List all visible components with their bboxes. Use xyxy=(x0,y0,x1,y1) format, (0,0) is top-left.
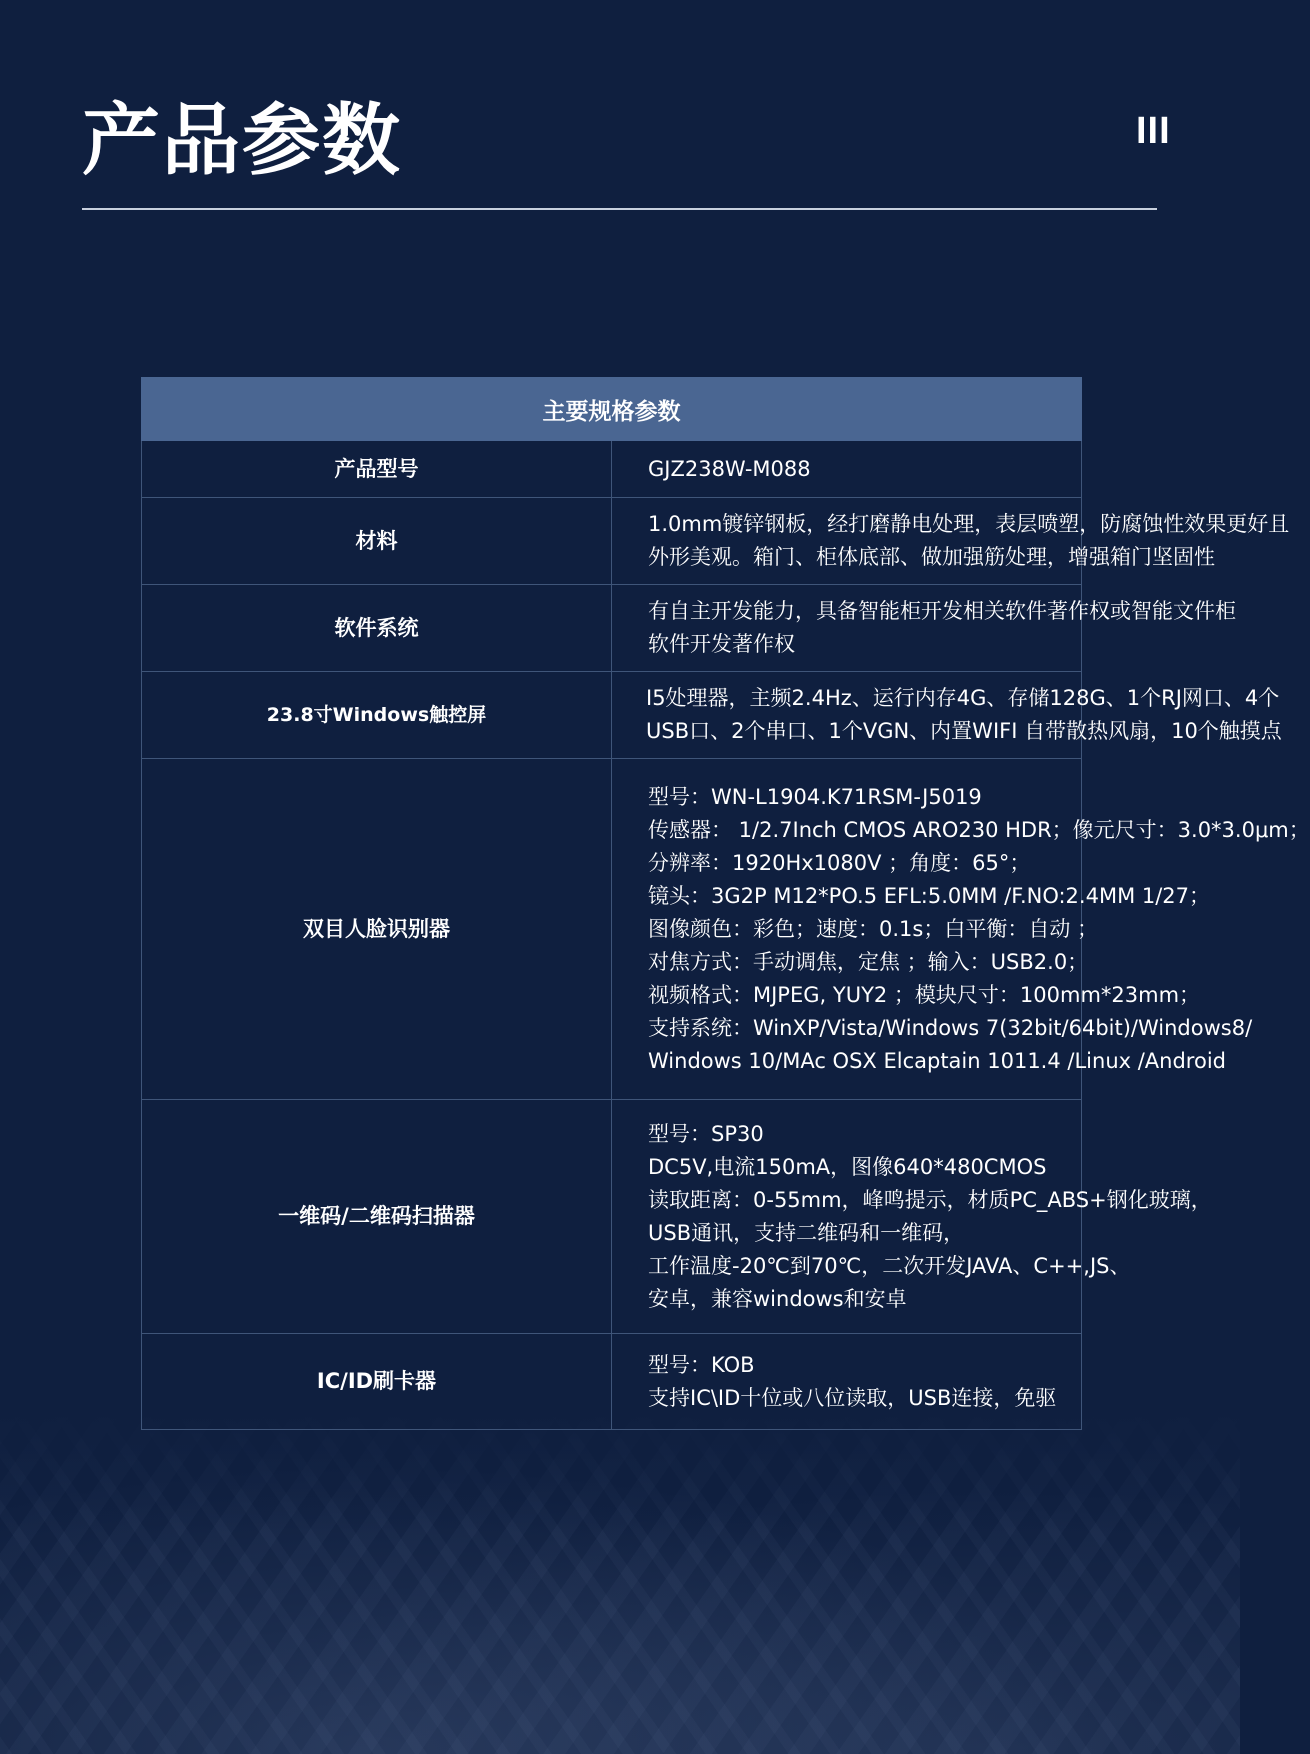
row-value xyxy=(612,585,1236,672)
row-label: 产品型号 xyxy=(142,441,612,498)
table-header: 主要规格参数 xyxy=(142,378,1082,441)
value-line: 支持IC\ID十位或八位读取，USB连接，免驱 xyxy=(648,1385,1057,1410)
value-line: 型号：KOB xyxy=(648,1352,755,1377)
value-line: 软件开发著作权 xyxy=(648,632,795,656)
value-line: 传感器： 1/2.7Inch CMOS ARO230 HDR；像元尺寸：3.0*3.0μm； xyxy=(648,817,1310,842)
value-line: 镜头：3G2P M12*PO.5 EFL:5.0MM /F.NO:2.4MM 1/27； xyxy=(648,883,1211,908)
table-row xyxy=(142,759,1082,1100)
value-line: 工作温度-20℃到70℃，二次开发JAVA、C++,JS、 xyxy=(648,1253,1131,1278)
row-label: 23.8寸Windows触控屏 xyxy=(142,672,612,759)
table-row xyxy=(142,1334,1082,1430)
value-line: 视频格式：MJPEG, YUY2 ；模块尺寸：100mm*23mm； xyxy=(648,982,1201,1007)
row-value xyxy=(612,1100,1212,1334)
row-label: 双目人脸识别器 xyxy=(142,759,612,1100)
value-line: USB通讯，支持二维码和一维码， xyxy=(648,1220,965,1245)
row-value xyxy=(612,759,1310,1100)
value-line: 分辨率：1920Hx1080V ；角度：65°； xyxy=(648,850,1031,875)
spec-table xyxy=(141,377,1310,1430)
value-line: I5处理器，主频2.4Hz、运行内存4G、存储128G、1个RJ网口、4个 xyxy=(646,686,1280,710)
section-numeral: III xyxy=(1136,110,1171,152)
value-line: 对焦方式：手动调焦，定焦 ；输入：USB2.0； xyxy=(648,949,1089,974)
row-label: 材料 xyxy=(142,498,612,585)
row-label: IC/ID刷卡器 xyxy=(142,1334,612,1430)
value-line: 1.0mm镀锌钢板，经打磨静电处理，表层喷塑，防腐蚀性效果更好且 xyxy=(648,512,1290,536)
table-row xyxy=(142,585,1082,672)
value-line: USB口、2个串口、1个VGN、内置WIFI 自带散热风扇，10个触摸点 xyxy=(646,719,1282,743)
title-divider xyxy=(82,208,1157,210)
row-value xyxy=(612,672,1282,759)
table-row xyxy=(142,672,1082,759)
page-title: 产品参数 xyxy=(82,96,403,186)
value-line: 安卓，兼容windows和安卓 xyxy=(648,1286,907,1311)
table-row xyxy=(142,498,1082,585)
table-header-row xyxy=(142,378,1082,441)
row-label: 一维码/二维码扫描器 xyxy=(142,1100,612,1334)
value-line: 支持系统：WinXP/Vista/Windows 7(32bit/64bit)/Windows8/ xyxy=(648,1015,1253,1040)
value-line: 图像颜色：彩色；速度：0.1s；白平衡：自动 ； xyxy=(648,916,1099,941)
row-value xyxy=(612,498,1290,585)
value-line: 外形美观。箱门、柜体底部、做加强筋处理，增强箱门坚固性 xyxy=(648,545,1215,569)
table-row xyxy=(142,1100,1082,1334)
row-value xyxy=(612,441,1082,498)
row-label: 软件系统 xyxy=(142,585,612,672)
value-line: DC5V,电流150mA，图像640*480CMOS xyxy=(648,1154,1047,1179)
value-line: GJZ238W-M088 xyxy=(648,456,811,481)
background-texture xyxy=(0,1414,1240,1754)
value-line: 有自主开发能力，具备智能柜开发相关软件著作权或智能文件柜 xyxy=(648,599,1236,623)
value-line: Windows 10/MAc OSX Elcaptain 1011.4 /Linux /Android xyxy=(648,1048,1226,1073)
value-line: 型号：SP30 xyxy=(648,1121,764,1146)
value-line: 型号：WN-L1904.K71RSM-J5019 xyxy=(648,784,982,809)
table-row xyxy=(142,441,1082,498)
value-line: 读取距离：0-55mm，峰鸣提示，材质PC_ABS+钢化玻璃， xyxy=(648,1187,1212,1212)
row-value xyxy=(612,1334,1082,1430)
